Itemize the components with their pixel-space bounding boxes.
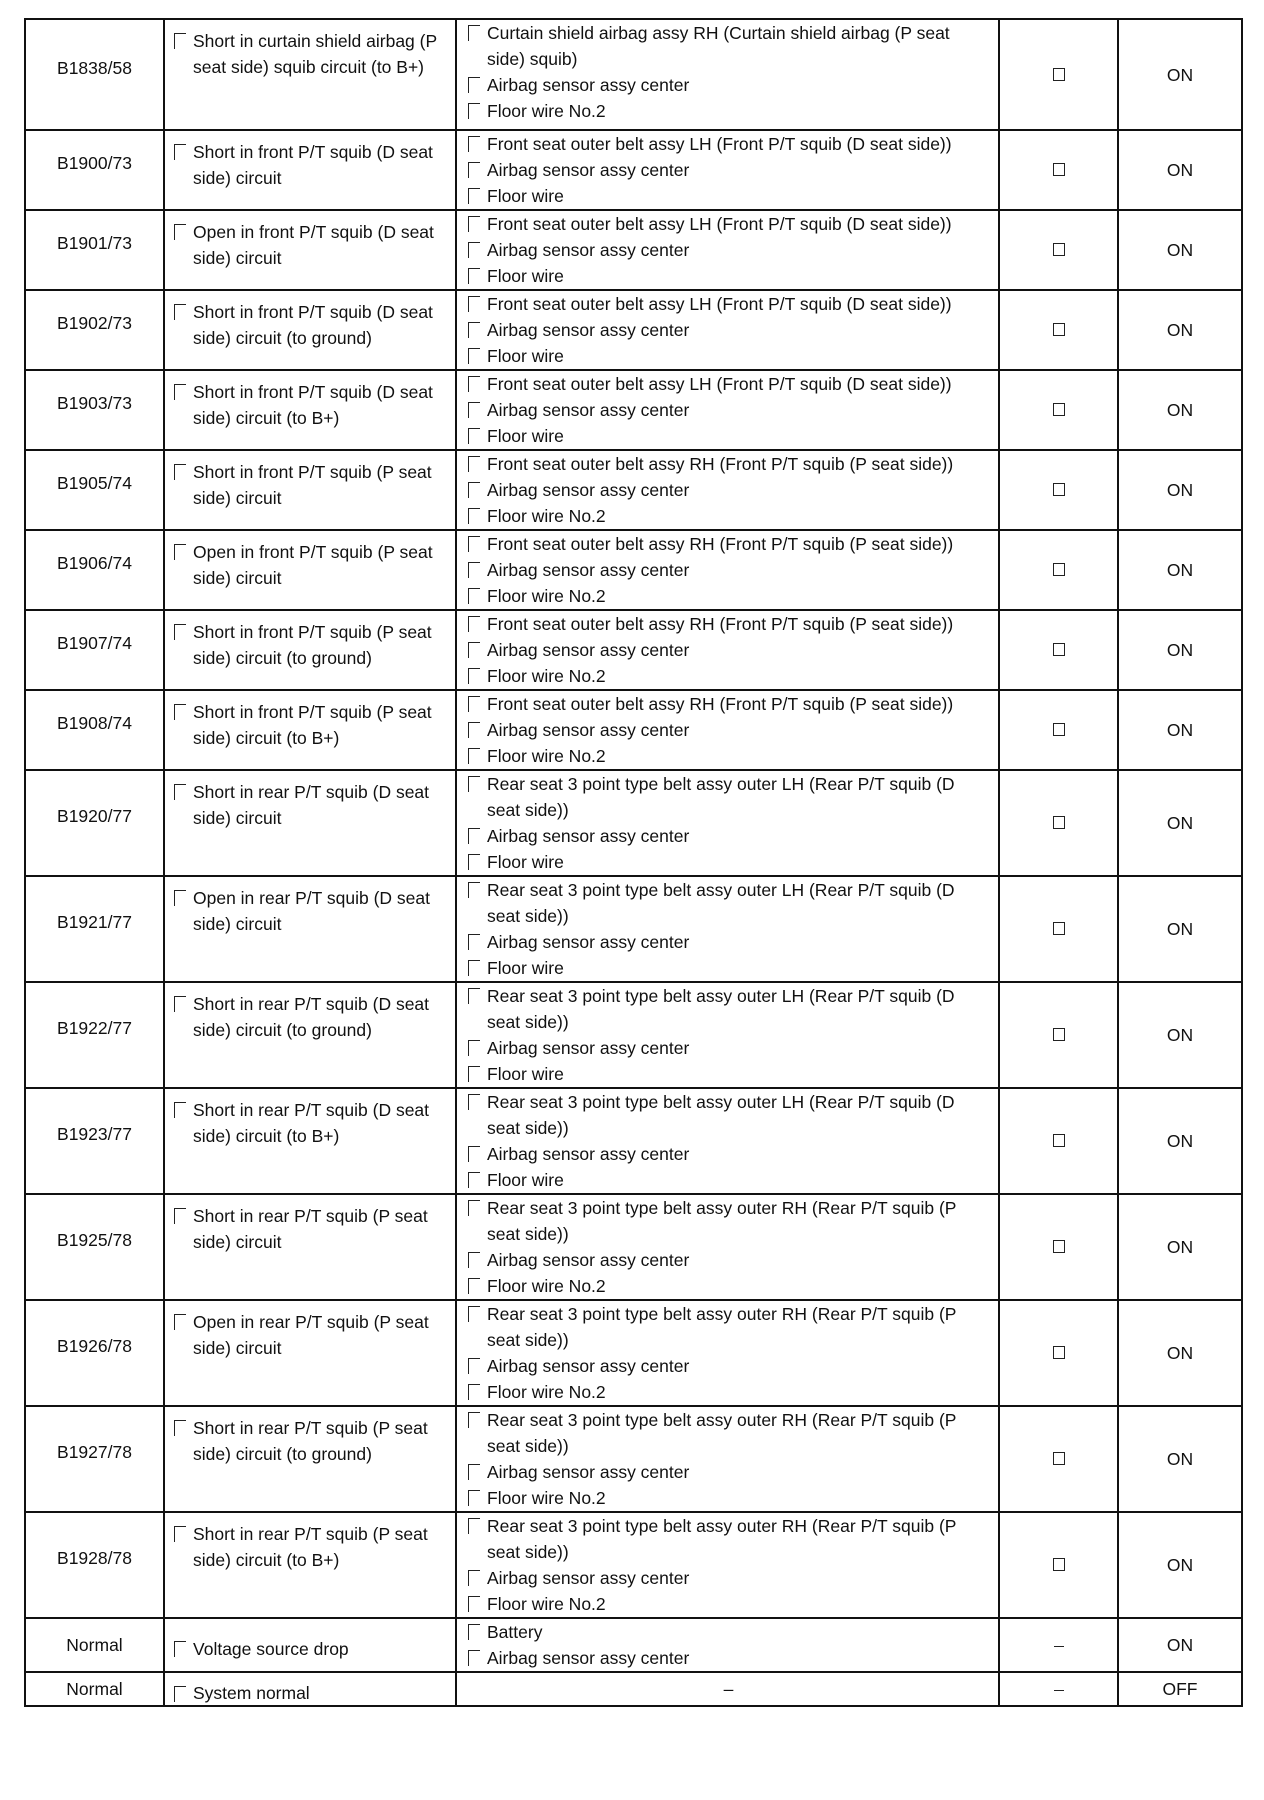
warning-light-cell (1118, 1300, 1242, 1406)
trouble-area-cell (456, 1088, 999, 1194)
dtc-code-cell (25, 1512, 164, 1618)
trouble-area-item: Airbag sensor assy center (467, 1645, 990, 1671)
detection-condition-cell (164, 1088, 456, 1194)
trouble-area-item: Airbag sensor assy center (467, 1459, 990, 1485)
detection-condition: Short in rear P/T squib (D seat side) circuit (to ground) (173, 991, 447, 1043)
trouble-area-item: Airbag sensor assy center (467, 477, 990, 503)
trouble-area-item: Battery (467, 1619, 990, 1645)
memory-check-cell (999, 19, 1118, 130)
square-outline-icon (1053, 243, 1065, 256)
trouble-area-item: Front seat outer belt assy RH (Front P/T squib (P seat side)) (467, 451, 990, 477)
trouble-area-item: Floor wire (467, 1167, 990, 1193)
trouble-area-item: Floor wire No.2 (467, 503, 990, 529)
detection-condition: Short in rear P/T squib (D seat side) circuit (to B+) (173, 1097, 447, 1149)
detection-condition: Short in front P/T squib (P seat side) circuit (173, 459, 447, 511)
square-outline-icon (1053, 483, 1065, 496)
detection-condition-cell (164, 1406, 456, 1512)
trouble-area-cell (456, 450, 999, 530)
detection-condition: Short in front P/T squib (D seat side) circuit (173, 139, 447, 191)
dtc-code-cell (25, 530, 164, 610)
trouble-area-item: Front seat outer belt assy LH (Front P/T squib (D seat side)) (467, 211, 990, 237)
detection-condition-cell (164, 1672, 456, 1706)
trouble-area-item: Rear seat 3 point type belt assy outer LH (Rear P/T squib (D seat side)) (467, 877, 990, 929)
trouble-area-item: Rear seat 3 point type belt assy outer LH (Rear P/T squib (D seat side)) (467, 1089, 990, 1141)
memory-check-cell (999, 130, 1118, 210)
detection-condition: Voltage source drop (173, 1636, 447, 1662)
warning-light-status: ON (1166, 64, 1194, 85)
detection-condition: Open in front P/T squib (D seat side) circuit (173, 219, 447, 271)
square-outline-icon (1053, 1240, 1065, 1253)
detection-condition: Short in rear P/T squib (D seat side) circuit (173, 779, 447, 831)
detection-condition-cell (164, 770, 456, 876)
warning-light-cell (1118, 876, 1242, 982)
warning-light-status: ON (1166, 160, 1194, 180)
dtc-code: B1922/77 (57, 1018, 132, 1038)
dtc-table-body (25, 19, 1242, 1706)
trouble-area-item: Airbag sensor assy center (467, 1247, 990, 1273)
table-row (25, 290, 1242, 370)
warning-light-status: ON (1166, 919, 1194, 939)
trouble-area-item: Airbag sensor assy center (467, 1353, 990, 1379)
trouble-area-item: Airbag sensor assy center (467, 72, 990, 98)
detection-condition-cell (164, 210, 456, 290)
trouble-area-item: Front seat outer belt assy LH (Front P/T squib (D seat side)) (467, 131, 990, 157)
table-row (25, 1300, 1242, 1406)
trouble-area-item: Front seat outer belt assy RH (Front P/T squib (P seat side)) (467, 691, 990, 717)
trouble-area-item: Floor wire No.2 (467, 743, 990, 769)
memory-check-cell (999, 610, 1118, 690)
detection-condition: Short in curtain shield airbag (P seat side) squib circuit (to B+) (173, 28, 447, 80)
detection-condition-cell (164, 130, 456, 210)
table-row (25, 770, 1242, 876)
dtc-code: B1925/78 (57, 1230, 132, 1250)
dtc-code-cell (25, 1618, 164, 1672)
memory-check-cell (999, 1512, 1118, 1618)
warning-light-status: ON (1166, 1237, 1194, 1257)
dtc-code-cell (25, 210, 164, 290)
warning-light-cell (1118, 450, 1242, 530)
trouble-area-item: Floor wire No.2 (467, 1485, 990, 1511)
trouble-area-item: Floor wire No.2 (467, 1273, 990, 1299)
square-outline-icon (1053, 723, 1065, 736)
square-outline-icon (1053, 643, 1065, 656)
detection-condition-cell (164, 290, 456, 370)
trouble-area-cell (456, 690, 999, 770)
warning-light-cell (1118, 370, 1242, 450)
warning-light-status: ON (1166, 1131, 1194, 1151)
warning-light-status: ON (1166, 1343, 1194, 1363)
table-row (25, 370, 1242, 450)
trouble-area-item: Floor wire (467, 423, 990, 449)
warning-light-status: ON (1166, 560, 1194, 580)
trouble-area-cell (456, 210, 999, 290)
square-outline-icon (1053, 816, 1065, 829)
dtc-code: B1838/58 (57, 57, 132, 78)
trouble-area-item: Airbag sensor assy center (467, 1565, 990, 1591)
trouble-area-cell (456, 370, 999, 450)
detection-condition: System normal (173, 1681, 447, 1705)
trouble-area-item: Rear seat 3 point type belt assy outer LH (Rear P/T squib (D seat side)) (467, 983, 990, 1035)
trouble-area-item: Rear seat 3 point type belt assy outer RH (Rear P/T squib (P seat side)) (467, 1407, 990, 1459)
detection-condition: Short in front P/T squib (P seat side) circuit (to ground) (173, 619, 447, 671)
warning-light-status: ON (1166, 480, 1194, 500)
memory-check-cell (999, 450, 1118, 530)
memory-check-cell (999, 210, 1118, 290)
trouble-area-cell (456, 982, 999, 1088)
dtc-code-cell (25, 1088, 164, 1194)
warning-light-cell (1118, 290, 1242, 370)
trouble-area-item: Front seat outer belt assy RH (Front P/T squib (P seat side)) (467, 531, 990, 557)
dtc-code-cell (25, 982, 164, 1088)
warning-light-cell (1118, 1512, 1242, 1618)
dtc-code-cell (25, 1672, 164, 1706)
detection-condition: Open in front P/T squib (P seat side) circuit (173, 539, 447, 591)
detection-condition-cell (164, 450, 456, 530)
trouble-area-item: Airbag sensor assy center (467, 717, 990, 743)
dtc-code-cell (25, 450, 164, 530)
dtc-code: Normal (66, 1635, 123, 1655)
trouble-area-item: Curtain shield airbag assy RH (Curtain shield airbag (P seat side) squib) (467, 20, 990, 72)
dtc-code-cell (25, 876, 164, 982)
table-row (25, 876, 1242, 982)
detection-condition-cell (164, 370, 456, 450)
trouble-area-cell (456, 19, 999, 130)
memory-check-cell (999, 690, 1118, 770)
dtc-code-cell (25, 610, 164, 690)
warning-light-cell (1118, 1088, 1242, 1194)
detection-condition-cell (164, 1194, 456, 1300)
warning-light-status: ON (1166, 813, 1194, 833)
warning-light-cell (1118, 1618, 1242, 1672)
memory-check-cell (999, 770, 1118, 876)
warning-light-status: ON (1166, 320, 1194, 340)
dtc-code-cell (25, 690, 164, 770)
dtc-code: B1923/77 (57, 1124, 132, 1144)
warning-light-status: ON (1166, 1449, 1194, 1469)
trouble-area-item: Airbag sensor assy center (467, 157, 990, 183)
trouble-area-item: Rear seat 3 point type belt assy outer RH (Rear P/T squib (P seat side)) (467, 1301, 990, 1353)
dtc-code-cell (25, 290, 164, 370)
detection-condition-cell (164, 530, 456, 610)
table-row (25, 1406, 1242, 1512)
warning-light-cell (1118, 210, 1242, 290)
trouble-area-item: Airbag sensor assy center (467, 317, 990, 343)
square-outline-icon (1053, 1346, 1065, 1359)
trouble-area-cell (456, 1194, 999, 1300)
memory-check-cell (999, 1300, 1118, 1406)
table-row (25, 1194, 1242, 1300)
square-outline-icon (1053, 1028, 1065, 1041)
dtc-code: B1900/73 (57, 153, 132, 173)
warning-light-status: ON (1166, 1635, 1194, 1655)
square-outline-icon (1053, 563, 1065, 576)
detection-condition: Short in rear P/T squib (P seat side) circuit (173, 1203, 447, 1255)
dtc-code: B1928/78 (57, 1548, 132, 1568)
warning-light-cell (1118, 1672, 1242, 1706)
memory-check-cell (999, 876, 1118, 982)
warning-light-cell (1118, 19, 1242, 130)
memory-check-cell (999, 530, 1118, 610)
detection-condition-cell (164, 1300, 456, 1406)
dtc-code-cell (25, 19, 164, 130)
dtc-code: B1906/74 (57, 553, 132, 573)
dtc-code: Normal (66, 1679, 123, 1699)
detection-condition-cell (164, 610, 456, 690)
trouble-area-item: Rear seat 3 point type belt assy outer LH (Rear P/T squib (D seat side)) (467, 771, 990, 823)
table-row (25, 1088, 1242, 1194)
square-outline-icon (1053, 403, 1065, 416)
table-row (25, 130, 1242, 210)
dtc-code-cell (25, 1300, 164, 1406)
trouble-area-item: Airbag sensor assy center (467, 1035, 990, 1061)
trouble-area-cell (456, 610, 999, 690)
memory-check-cell (999, 1194, 1118, 1300)
warning-light-cell (1118, 130, 1242, 210)
trouble-area-item: Front seat outer belt assy LH (Front P/T squib (D seat side)) (467, 371, 990, 397)
dtc-code: B1905/74 (57, 473, 132, 493)
memory-check-cell (999, 290, 1118, 370)
trouble-area-item: Floor wire (467, 955, 990, 981)
detection-condition-cell (164, 1512, 456, 1618)
table-row (25, 210, 1242, 290)
detection-condition: Short in front P/T squib (D seat side) circuit (to ground) (173, 299, 447, 351)
warning-light-status: ON (1166, 400, 1194, 420)
trouble-area-item: Floor wire No.2 (467, 1379, 990, 1405)
detection-condition-cell (164, 1618, 456, 1672)
trouble-area-item: Airbag sensor assy center (467, 1141, 990, 1167)
dtc-code: B1902/73 (57, 313, 132, 333)
trouble-area-item: Airbag sensor assy center (467, 397, 990, 423)
trouble-area-item: Rear seat 3 point type belt assy outer RH (Rear P/T squib (P seat side)) (467, 1513, 990, 1565)
trouble-area-item: Airbag sensor assy center (467, 237, 990, 263)
dtc-code: B1926/78 (57, 1336, 132, 1356)
trouble-area-item: Floor wire (467, 343, 990, 369)
dtc-code-cell (25, 1194, 164, 1300)
square-outline-icon (1053, 922, 1065, 935)
square-outline-icon (1053, 1558, 1065, 1571)
trouble-area-cell (456, 876, 999, 982)
detection-condition: Short in front P/T squib (P seat side) circuit (to B+) (173, 699, 447, 751)
trouble-area-item: Front seat outer belt assy LH (Front P/T squib (D seat side)) (467, 291, 990, 317)
trouble-area-item: Floor wire (467, 183, 990, 209)
trouble-area-item: Floor wire (467, 263, 990, 289)
table-row (25, 19, 1242, 130)
dtc-code: B1901/73 (57, 233, 132, 253)
trouble-area-cell (456, 1406, 999, 1512)
trouble-area-cell (456, 770, 999, 876)
warning-light-cell (1118, 690, 1242, 770)
dtc-code: B1908/74 (57, 713, 132, 733)
dtc-code-cell (25, 1406, 164, 1512)
table-row (25, 1672, 1242, 1706)
table-row (25, 690, 1242, 770)
detection-condition: Short in rear P/T squib (P seat side) circuit (to ground) (173, 1415, 447, 1467)
warning-light-status: ON (1166, 720, 1194, 740)
trouble-area-item: Airbag sensor assy center (467, 557, 990, 583)
memory-check-cell (999, 1672, 1118, 1706)
warning-light-cell (1118, 610, 1242, 690)
warning-light-cell (1118, 1194, 1242, 1300)
detection-condition: Open in rear P/T squib (D seat side) circuit (173, 885, 447, 937)
warning-light-status: ON (1166, 1555, 1194, 1575)
dtc-code-cell (25, 130, 164, 210)
square-outline-icon (1053, 1134, 1065, 1147)
memory-check-cell (999, 1406, 1118, 1512)
detection-condition: Short in rear P/T squib (P seat side) circuit (to B+) (173, 1521, 447, 1573)
detection-condition-cell (164, 690, 456, 770)
warning-light-cell (1118, 530, 1242, 610)
table-row (25, 982, 1242, 1088)
trouble-area-cell (456, 290, 999, 370)
square-outline-icon (1053, 163, 1065, 176)
table-row (25, 450, 1242, 530)
square-outline-icon (1053, 68, 1065, 81)
warning-light-status: ON (1166, 1025, 1194, 1045)
trouble-area-item: Floor wire (467, 1061, 990, 1087)
trouble-area-item: Floor wire (467, 849, 990, 875)
warning-light-cell (1118, 1406, 1242, 1512)
warning-light-status: ON (1166, 640, 1194, 660)
trouble-area-cell (456, 530, 999, 610)
trouble-area-item: Front seat outer belt assy RH (Front P/T squib (P seat side)) (467, 611, 990, 637)
warning-light-cell (1118, 982, 1242, 1088)
warning-light-status: OFF (1162, 1679, 1198, 1699)
trouble-area-item: Floor wire No.2 (467, 663, 990, 689)
detection-condition: Open in rear P/T squib (P seat side) circuit (173, 1309, 447, 1361)
warning-light-status: ON (1166, 240, 1194, 260)
detection-condition-cell (164, 982, 456, 1088)
trouble-area-none: – (723, 1679, 734, 1699)
table-row (25, 1512, 1242, 1618)
dtc-code-cell (25, 770, 164, 876)
table-row (25, 1618, 1242, 1672)
trouble-area-item: Airbag sensor assy center (467, 929, 990, 955)
trouble-area-cell (456, 1512, 999, 1618)
memory-check-cell (999, 982, 1118, 1088)
trouble-area-cell (456, 1300, 999, 1406)
memory-check-cell (999, 370, 1118, 450)
table-row (25, 530, 1242, 610)
dtc-code: B1920/77 (57, 806, 132, 826)
detection-condition: Short in front P/T squib (D seat side) circuit (to B+) (173, 379, 447, 431)
trouble-area-item: Rear seat 3 point type belt assy outer RH (Rear P/T squib (P seat side)) (467, 1195, 990, 1247)
trouble-area-item: Floor wire No.2 (467, 1591, 990, 1617)
dtc-table (24, 18, 1243, 1707)
dtc-code: B1907/74 (57, 633, 132, 653)
trouble-area-item: Floor wire No.2 (467, 583, 990, 609)
trouble-area-item: Floor wire No.2 (467, 98, 990, 124)
dash-icon (1054, 1690, 1064, 1692)
detection-condition-cell (164, 19, 456, 130)
trouble-area-cell (456, 130, 999, 210)
detection-condition-cell (164, 876, 456, 982)
table-row (25, 610, 1242, 690)
trouble-area-cell (456, 1672, 999, 1706)
warning-light-cell (1118, 770, 1242, 876)
memory-check-cell (999, 1088, 1118, 1194)
dash-icon (1054, 1646, 1064, 1648)
square-outline-icon (1053, 1452, 1065, 1465)
square-outline-icon (1053, 323, 1065, 336)
dtc-code: B1903/73 (57, 393, 132, 413)
trouble-area-item: Airbag sensor assy center (467, 637, 990, 663)
memory-check-cell (999, 1618, 1118, 1672)
dtc-code-cell (25, 370, 164, 450)
dtc-code: B1927/78 (57, 1442, 132, 1462)
dtc-code: B1921/77 (57, 912, 132, 932)
trouble-area-cell (456, 1618, 999, 1672)
trouble-area-item: Airbag sensor assy center (467, 823, 990, 849)
